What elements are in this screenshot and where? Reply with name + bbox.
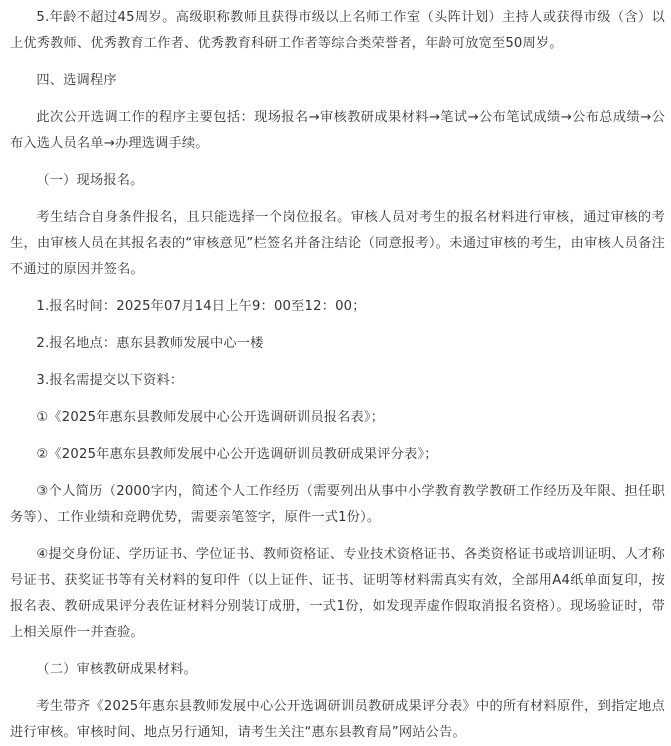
document-body [0, 5, 671, 740]
section-heading-procedure: 四、选调程序 [36, 73, 117, 88]
list-item-registration-form: ①《2025年惠东县教师发展中心公开选调研训员报名表》； [36, 410, 385, 425]
paragraph-registration-location: 2.报名地点：惠东县教师发展中心一楼 [36, 336, 264, 351]
list-item-resume: ③个人简历（2000字内，简述个人工作经历（需要列出从事中小学教育教学教研工作经历及年限、担任职务等）、工作业绩和竞聘优势，需要亲笔签字，原件一式1份）。 [10, 484, 665, 525]
subheading-onsite-registration: （一）现场报名。 [36, 173, 144, 188]
paragraph-required-materials: 3.报名需提交以下资料： [36, 373, 184, 388]
paragraph-registration-time: 1.报名时间：2025年07月14日上午9：00至12：00； [36, 299, 366, 314]
list-item-score-sheet: ②《2025年惠东县教师发展中心公开选调研训员教研成果评分表》； [36, 447, 438, 462]
list-item-certificates: ④提交身份证、学历证书、学位证书、教师资格证、专业技术资格证书、各类资格证书或培训证明、人才称号证书、获奖证书等有关材料的复印件（以上证件、证书、证明等材料需真实有效，全部用A4纸单面复印，按报名表、教研成果评分表佐证材料分别装订成册，一式1份，如发现弄虚作假取消报名资格）。现场验证时，带上相关原件一并查验。 [10, 547, 665, 640]
paragraph-review-instructions: 考生带齐《2025年惠东县教师发展中心公开选调研训员教研成果评分表》中的所有材料原件，到指定地点进行审核。审核时间、地点另行通知，请考生关注“惠东县教育局”网站公告。 [10, 699, 665, 740]
subheading-review-materials: （二）审核教研成果材料。 [36, 662, 198, 677]
paragraph-age-requirement: 5.年龄不超过45周岁。高级职称教师且获得市级以上名师工作室（头阵计划）主持人或获得市级（含）以上优秀教师、优秀教育工作者、优秀教育科研工作者等综合类荣誉者，年龄可放宽至50周岁。 [10, 10, 665, 51]
paragraph-registration-review: 考生结合自身条件报名，且只能选择一个岗位报名。审核人员对考生的报名材料进行审核，通过审核的考生，由审核人员在其报名表的“审核意见”栏签名并备注结论（同意报考）。未通过审核的考生，由审核人员备注不通过的原因并签名。 [10, 210, 665, 277]
paragraph-procedure-overview: 此次公开选调工作的程序主要包括：现场报名→审核教研成果材料→笔试→公布笔试成绩→公布总成绩→公布入选人员名单→办理选调手续。 [10, 110, 665, 151]
